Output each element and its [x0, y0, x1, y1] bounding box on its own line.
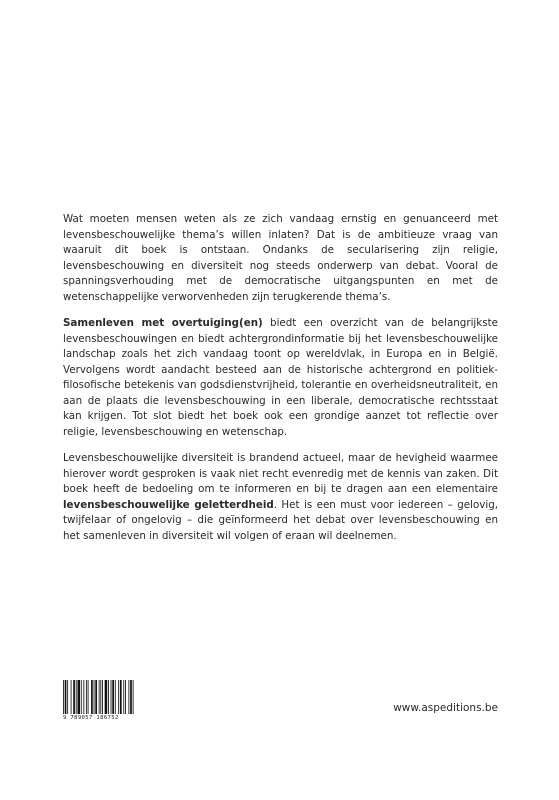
book-title: Samenleven met overtuiging(en) [63, 317, 263, 329]
conclusion-text-end: . Het is een must voor iedereen – gelovig, twijfelaar of ongelovig – die geïnformeerd het debat over levensbeschouwing en het samenleven in diversiteit wil volgen of eraan wil deelnemen. [63, 498, 499, 542]
isbn-barcode [63, 680, 154, 722]
intro-paragraph: Wat moeten mensen weten als ze zich vandaag ernstig en genuanceerd met levensbeschouwelijke thema’s willen inlaten? Dat is de ambitieuze vraag van waaruit dit boek is ontstaan. Ondanks de secularisering zijn religie, levensbeschouwing en diversiteit nog steeds onderwerp van debat. Vooral de spanningsverhouding met de democratische uitgangspunten en met de wetenschappelijke verworvenheden zijn terugkerende thema’s. [63, 213, 498, 303]
barcode-bar [83, 680, 84, 714]
barcode-bar [95, 680, 97, 714]
barcode-bar [67, 680, 68, 714]
barcode-bar [77, 680, 80, 714]
conclusion-text-start: Levensbeschouwelijke diversiteit is brandend actueel, maar de hevigheid waarmee hierover wordt gesproken is vaak niet recht evenredig met de kennis van zaken. Dit boek heeft de bedoeling om te informeren en bij te dragen aan een elementaire [63, 452, 498, 495]
literacy-emphasis: levensbeschouwelijke geletterdheid [63, 498, 274, 511]
barcode-bar [63, 680, 64, 714]
barcode-bar [108, 680, 109, 714]
barcode-bar [125, 680, 126, 714]
barcode-bar [118, 680, 119, 714]
barcode-bars [63, 680, 154, 714]
back-cover-text [63, 212, 498, 555]
barcode-bar [76, 680, 77, 714]
barcode-bar [91, 680, 93, 714]
barcode-bar [81, 680, 82, 714]
barcode-bar [73, 680, 75, 714]
barcode-bar [71, 680, 72, 714]
barcode-bar [115, 680, 116, 714]
barcode-bar [111, 680, 112, 714]
barcode-bar [133, 680, 134, 714]
barcode-bar [86, 680, 87, 714]
barcode-bar [102, 680, 103, 714]
overview-paragraph [63, 316, 498, 440]
barcode-bar [120, 680, 122, 714]
barcode-bar [88, 680, 89, 714]
barcode-bar [65, 680, 67, 714]
barcode-bar [99, 680, 100, 714]
barcode-bar [128, 680, 129, 714]
barcode-bar [112, 680, 114, 714]
overview-text: biedt een overzicht van de belangrijkste levensbeschouwingen en biedt achtergrondinformatie bij het levensbeschouwelijke landschap zoals het zich vandaag toont op wereldvlak, in Europa en in België. Vervolgens wordt aandacht besteed aan de historische achtergrond en politiek-filosofische betekenis van godsdienstvrijheid, tolerantie en overheidsneutraliteit, en aan de plaats die levensbeschouwing in een liberale, democratische rechtsstaat kan krijgen. Tot slot biedt het boek ook een grondige aanzet tot reflectie over religie, levensbeschouwing en wetenschap. [63, 317, 498, 438]
barcode-bar [94, 680, 95, 714]
barcode-bar [130, 680, 132, 714]
barcode-bar [123, 680, 124, 714]
publisher-website[interactable]: www.aspeditions.be [393, 702, 498, 714]
conclusion-paragraph [63, 451, 498, 544]
barcode-bar [100, 680, 101, 714]
barcode-bar [105, 680, 108, 714]
barcode-number: 9 789057 186752 [63, 715, 119, 721]
